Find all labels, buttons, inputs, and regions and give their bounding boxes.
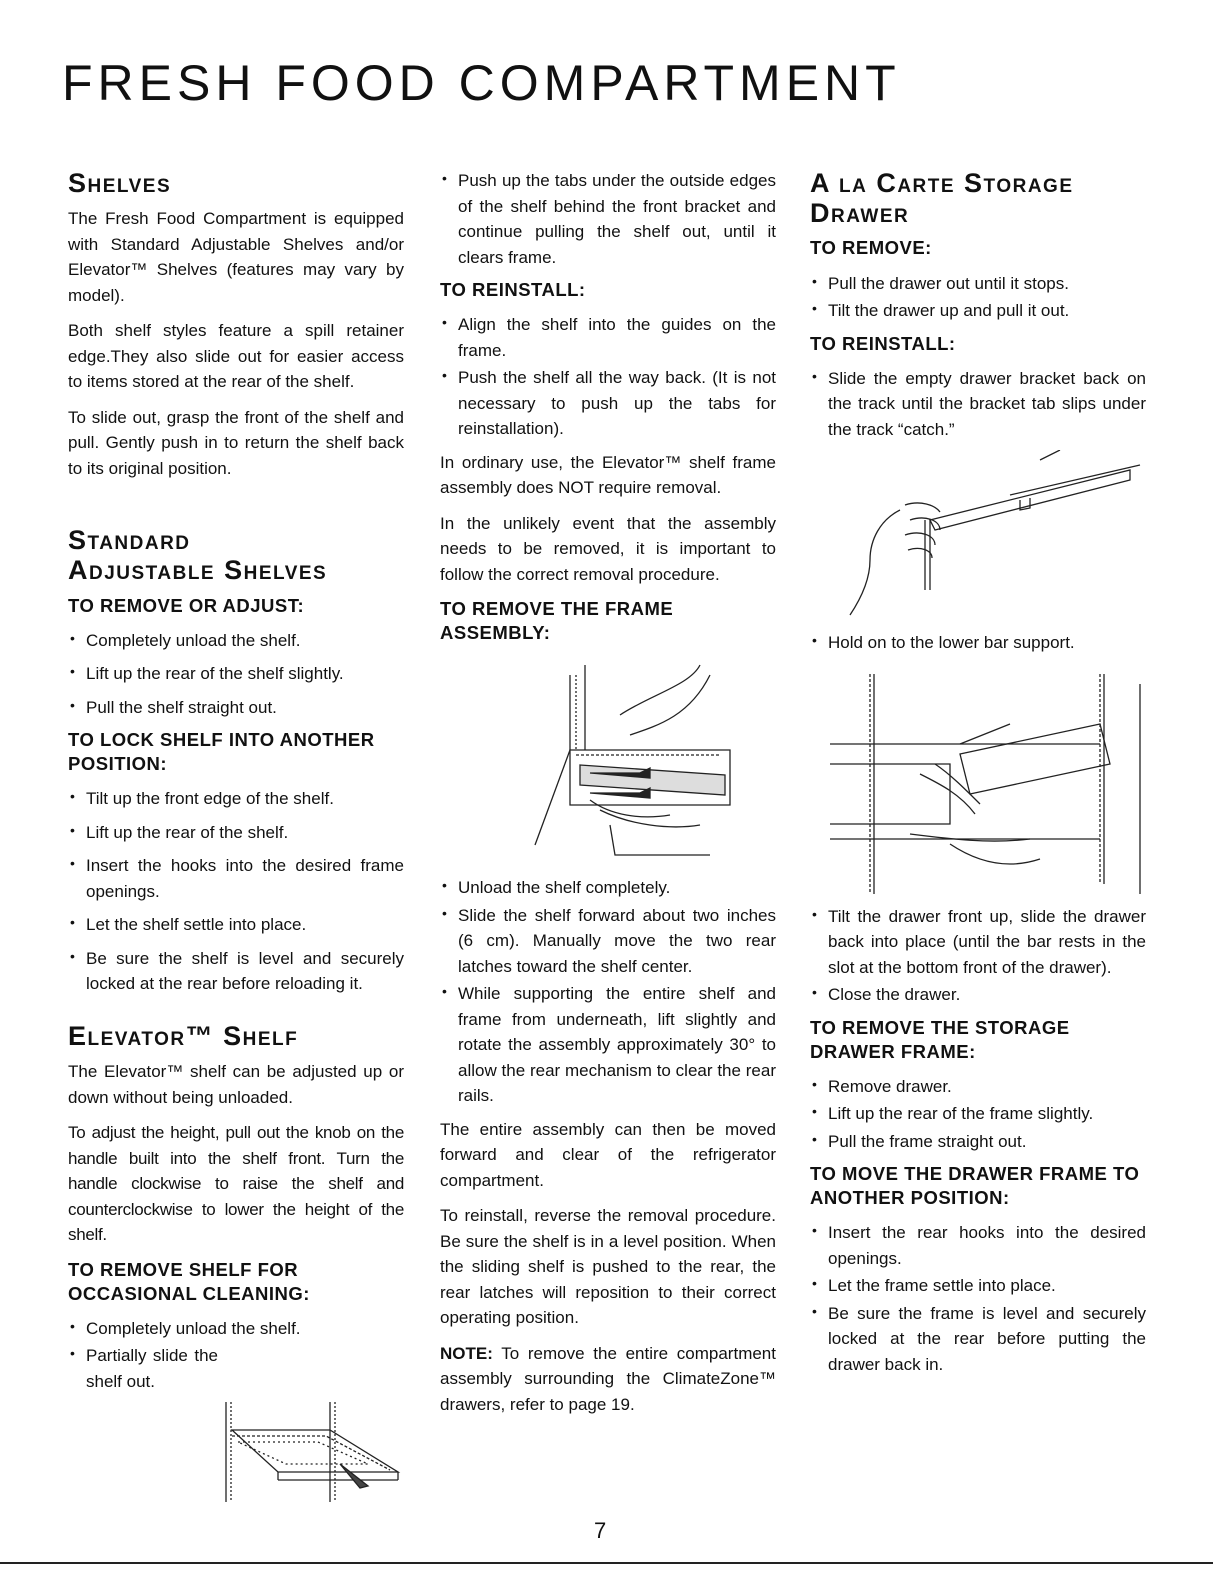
list-item: • Lift up the rear of the shelf slightly. [68, 661, 404, 687]
list-item: • Slide the shelf forward about two inches (6 cm). Manually move the two rear latches toward the shelf center. [440, 903, 776, 980]
standard-heading-line-2: Adjustable Shelves [68, 555, 328, 586]
list-item: • Lift up the rear of the frame slightly. [810, 1101, 1146, 1127]
storage-frame-heading: TO REMOVE THE STORAGE DRAWER FRAME: [810, 1016, 1070, 1062]
ordinary-paragraph: In ordinary use, the Elevator™ shelf frame assembly does NOT require removal. [440, 452, 776, 498]
list-item: • Tilt up the front edge of the shelf. [68, 786, 404, 812]
bottom-rule [0, 1562, 1213, 1564]
standard-heading-line-1: Standard [68, 525, 191, 556]
move-frame-heading: TO MOVE THE DRAWER FRAME TO ANOTHER POSITION: [810, 1163, 1140, 1209]
list-item: • Be sure the frame is level and securely locked at the rear before putting the drawer back in. [810, 1301, 1146, 1378]
shelves-heading: Shelves [68, 168, 172, 198]
list-item: • Push up the tabs under the outside edges of the shelf behind the front bracket and continue pulling the shelf out, until it clears frame. [440, 168, 776, 270]
list-item: • Tilt the drawer up and pull it out. [810, 298, 1146, 324]
drawer-bar-illustration [810, 664, 1146, 894]
elevator-paragraph-2: To adjust the height, pull out the knob on the handle built into the shelf front. Turn the handle clockwise to raise the shelf and counterclockwise to lower the height of the shelf. [68, 1123, 404, 1245]
list-item: • Pull the shelf straight out. [68, 695, 404, 721]
elevator-paragraph-1: The Elevator™ shelf can be adjusted up or down without being unloaded. [68, 1062, 404, 1107]
list-item: • Let the frame settle into place. [810, 1273, 1146, 1299]
reinstall-paragraph: To reinstall, reverse the removal procedure. Be sure the shelf is in a level position. When the sliding shelf is pushed to the rear, the rear latches will reposition to their correct operating position. [440, 1206, 776, 1328]
cleaning-heading: TO REMOVE SHELF FOR OCCASIONAL CLEANING: [68, 1258, 310, 1304]
col3-reinstall-list [810, 366, 1146, 443]
list-item: • Let the shelf settle into place. [68, 912, 404, 938]
drawer-bracket-illustration [810, 450, 1146, 620]
lock-heading: TO LOCK SHELF INTO ANOTHER POSITION: [68, 729, 375, 775]
shelves-paragraph-3: To slide out, grasp the front of the shelf and pull. Gently push in to return the shelf back to its original position. [68, 407, 404, 478]
column-3 [810, 168, 1146, 1385]
column-1 [68, 168, 404, 1402]
list-item: • Hold on to the lower bar support. [810, 630, 1146, 656]
list-item: • While supporting the entire shelf and frame from underneath, lift slightly and rotate the assembly approximately 30° to allow the rear mechanism to clear the rear rails. [440, 981, 776, 1109]
remove-adjust-list [68, 628, 404, 721]
entire-paragraph: The entire assembly can then be moved forward and clear of the refrigerator compartment. [440, 1119, 776, 1190]
reinstall-heading: TO REINSTALL: [440, 279, 586, 300]
list-item: • Tilt the drawer front up, slide the drawer back into place (until the bar rests in the slot at the bottom front of the drawer). [810, 904, 1146, 981]
remove-heading: TO REMOVE: [810, 237, 932, 259]
column-2 [440, 168, 776, 1427]
shelf-slide-illustration [218, 1402, 404, 1502]
reinstall-list [440, 312, 776, 442]
list-item: • Slide the empty drawer bracket back on the track until the bracket tab slips under the track “catch.” [810, 366, 1146, 443]
unlikely-paragraph: In the unlikely event that the assembly needs to be removed, it is important to follow the correct removal procedure. [440, 513, 776, 584]
list-item: • Pull the frame straight out. [810, 1129, 1146, 1155]
tilt-list [810, 904, 1146, 1008]
list-item: • Completely unload the shelf. [68, 628, 404, 654]
shelves-paragraph-2: Both shelf styles feature a spill retainer edge.They also slide out for easier access to items stored at the rear of the shelf. [68, 321, 404, 392]
remove-adjust-heading: TO REMOVE OR ADJUST: [68, 594, 305, 616]
list-item: • Close the drawer. [810, 982, 1146, 1008]
hold-list [810, 630, 1146, 656]
list-item: • Pull the drawer out until it stops. [810, 271, 1146, 297]
list-item: • Lift up the rear of the shelf. [68, 820, 404, 846]
note-paragraph [440, 1341, 776, 1418]
list-item: • Partially slide the shelf out. [68, 1343, 218, 1394]
elevator-heading: Elevator™ Shelf [68, 1020, 299, 1051]
frame-list [440, 875, 776, 1109]
standard-heading [68, 525, 404, 585]
note-text: To remove the entire compartment assembly surrounding the ClimateZone™ drawers, refer to page 19. [440, 1343, 776, 1414]
list-item: • Completely unload the shelf. [68, 1316, 386, 1342]
list-item: • Insert the rear hooks into the desired openings. [810, 1220, 1146, 1271]
list-item: • Insert the hooks into the desired frame openings. [68, 853, 404, 904]
list-item: • Unload the shelf completely. [440, 875, 776, 901]
note-label: NOTE: [440, 1343, 493, 1363]
page-title: FRESH FOOD COMPARTMENT [62, 55, 901, 111]
storage-frame-list [810, 1074, 1146, 1155]
list-item: • Remove drawer. [810, 1074, 1146, 1100]
alacarte-heading: A la Carte Storage Drawer [810, 168, 1074, 229]
list-item: • Align the shelf into the guides on the frame. [440, 312, 776, 363]
lock-list [68, 786, 404, 997]
remove-list [810, 271, 1146, 324]
push-list [440, 168, 776, 270]
shelves-paragraph-1: The Fresh Food Compartment is equipped with Standard Adjustable Shelves and/or Elevator™ Shelves (features may vary by model). [68, 209, 404, 305]
col3-reinstall-heading: TO REINSTALL: [810, 332, 956, 354]
page-number: 7 [594, 1518, 607, 1543]
cleaning-list [68, 1316, 301, 1395]
frame-removal-illustration [440, 655, 776, 865]
list-item: • Be sure the shelf is level and securely locked at the rear before reloading it. [68, 946, 404, 997]
move-frame-list [810, 1220, 1146, 1377]
list-item: • Push the shelf all the way back. (It is not necessary to push up the tabs for reinstallation). [440, 365, 776, 442]
frame-heading: TO REMOVE THE FRAME ASSEMBLY: [440, 598, 674, 644]
